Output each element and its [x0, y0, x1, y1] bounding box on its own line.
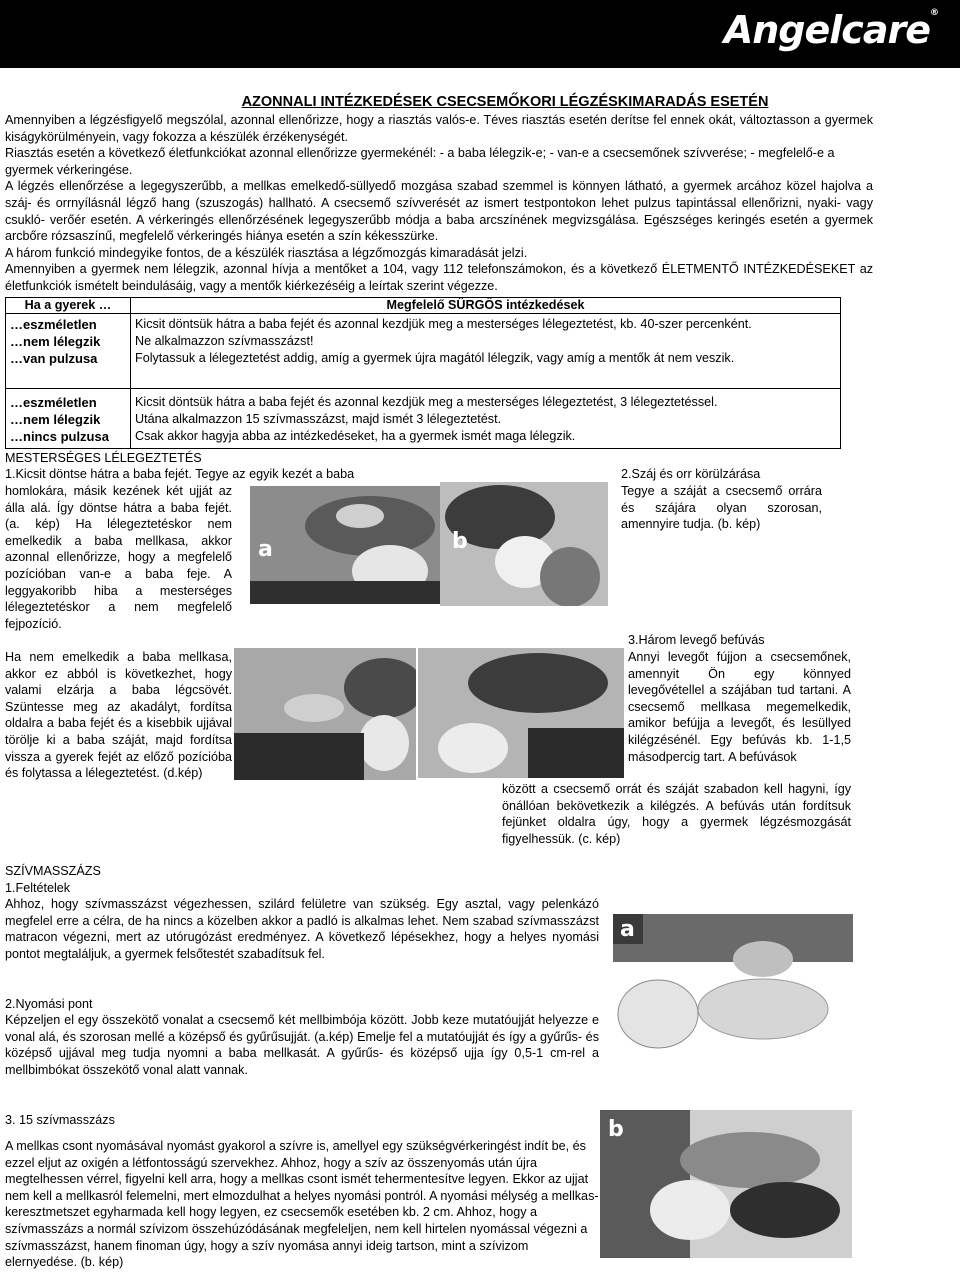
condition-line: …nem lélegzik [10, 412, 101, 427]
condition-line: …nincs pulzusa [10, 429, 109, 444]
condition-line: …van pulzusa [10, 351, 98, 366]
intro-paragraph: A légzés ellenőrzése a legegyszerűbb, a mellkas emelkedő-süllyedő mozgása szabad szemmel is könnyen látható, a gyermek arcához közel hajolva a száj- és orrnyílásnál légző hang (szuszogás) hallható. A csecsemő szívverését az ismert testpontokon lehet pulzus tapintással ellenőrizni, nyaki- vagy csukló- verőér esetén. A vérkeringés ellenőrzésének legegyszerűbb módja a baba arcszínének megvizsgálása. Egészséges keringés esetén a gyermek arcbőre rózsaszínű, megfelelő vérkeringés hiánya esetén a szín kékesszürke. [5, 179, 873, 244]
cpr-step1-text: Ahhoz, hogy szívmasszázst végezhessen, szilárd felületre van szükség. Egy asztal, vagy pelenkázó megfelel erre a célra, de ha nincs a közelben akkor a padló is alkalmas lehet. Nem szabad szívmasszázst matracon végezni, mert az utórugózást eredményez. A következő lépésekhez, hogy a helyes nyomási pontot megtaláljuk, a gyermek felsőtestét szabadítsuk fel. [5, 897, 599, 961]
intro-paragraph: Amennyiben a gyermek nem lélegzik, azonnal hívja a mentőket a 104, vagy 112 telefonszámokon, és a következő ÉLETMENTŐ INTÉZKEDÉSEKET az életfunkciók ismételt beindulásáig, vagy a mentők kiérkezéséig a leírtak szerint végezze. [5, 262, 873, 293]
condition-line: …nem lélegzik [10, 334, 101, 349]
table-header-row [6, 298, 841, 314]
action-line: Utána alkalmazzon 15 szívmasszázst, majd ismét 3 lélegeztetést. [135, 412, 502, 426]
cpr-heading: SZÍVMASSZÁZS [5, 864, 101, 878]
action-line: Ne alkalmazzon szívmasszázst! [135, 334, 314, 348]
breathing-step1-text: homlokára, másik kezének két ujját az álla alá. Így döntse hátra a baba fejét. (a. kép) Ha lélegeztetéskor nem emelkedik a baba mellkasa, akkor azonnal ellenőrizze, hogy a megfelelő pozícióban van-e a baba feje. A leggyakoribb hiba a mesterséges lélegeztetéskor a nem megfelelő fejpozíció. [5, 484, 232, 631]
condition-cell [6, 389, 131, 449]
breathing-step2-title: 2.Száj és orr körülzárása [621, 467, 761, 481]
intro-section [5, 112, 873, 295]
photo-b-illustration [440, 482, 608, 606]
breathing-step2-text: Tegye a száját a csecsemő orrára és szájára olyan szorosan, amennyire tudja. (b. kép) [621, 484, 822, 532]
photo-cpr-b-compressions [600, 1110, 852, 1258]
action-cell [131, 314, 841, 389]
table-header-condition: Ha a gyerek … [6, 298, 131, 314]
cpr-step3-text: A mellkas csont nyomásával nyomást gyakorol a szívre is, amellyel egy szükségvérkeringést indít be, és ezzel eljut az oxigén a létfontosságú szervekhez. Ahhoz, hogy a szív az összenyomás után újra megtelhessen vérrel, figyelni kell arra, hogy a mellkas csont ismét tehermentesítve legyen. Ekkor az ujjat nem kell a mellkasról felemelni, mert elmozdulhat a helyes nyomási pontról. A nyomási mélység a mellkas-keresztmetszet egyharmada kell hogy legyen, ez csecsemők esetében kb. 2 cm. Ahhoz, hogy a szívmasszázs a normál szívizom összehúzódásának megfeleljen, nem kell hirtelen nyomással végezni a szívmasszázst, hanem finoman úgy, hogy a szív nyomása annyi ideig tartson, mint a szívizom elernyedése. (b. kép) [5, 1139, 599, 1270]
condition-line: …eszméletlen [10, 317, 97, 332]
photo-a-head-tilt [250, 486, 440, 604]
action-line: Kicsit döntsük hátra a baba fejét és azonnal kezdjük meg a mesterséges lélegeztetést, kb. 40-szer percenként. [135, 317, 752, 331]
photo-cpr-a-finger-position [613, 914, 853, 1054]
photo-label: a [258, 537, 273, 562]
photo-c-watch-breathing [418, 648, 624, 778]
intro-paragraph: Amennyiben a légzésfigyelő megszólal, azonnal ellenőrizze, hogy a riasztás valós-e. Téves riasztás esetén derítse fel ennek okát, változtasson a gyermek kiságykörülményein, vagy fokozza a készülék érzékenységét. [5, 113, 873, 144]
photo-label: a [620, 917, 635, 942]
photo-cpr-b-illustration [600, 1110, 852, 1258]
cpr-step3-title: 3. 15 szívmasszázs [5, 1113, 115, 1127]
logo-text: Angelcare [723, 8, 930, 52]
cpr-step1-title: 1.Feltételek [5, 881, 71, 895]
logo-trademark: ® [930, 8, 938, 18]
breathing-step3-title: 3.Három levegő befúvás [628, 633, 765, 647]
condition-line: …eszméletlen [10, 395, 97, 410]
photo-c-illustration [418, 648, 624, 778]
photo-label: b [452, 529, 468, 554]
breathing-step1-intro: 1.Kicsit döntse hátra a baba fejét. Tegye az egyik kezét a baba [5, 467, 355, 481]
breathing-step3-text-cont: között a csecsemő orrát és száját szabadon kell hagyni, így önállóan bekövetkezik a kilégzés. A befúvás után fordítsuk fejünket oldalra úgy, hogy a gyermek légzésmozgását figyelhessük. (c. kép) [502, 782, 851, 846]
brand-logo [724, 8, 938, 52]
urgent-actions-table [5, 297, 841, 449]
photo-label: b [608, 1117, 624, 1142]
table-header-actions: Megfelelő SÜRGŐS intézkedések [131, 298, 841, 314]
intro-paragraph: A három funkció mindegyike fontos, de a készülék riasztása a légzőmozgás kimaradását jelzi. [5, 245, 528, 260]
breathing-heading: MESTERSÉGES LÉLEGEZTETÉS [5, 451, 202, 465]
breathing-step1-obstruction: Ha nem emelkedik a baba mellkasa, akkor ez abból is következhet, hogy valami elzárja a baba légcsövét. Szüntesse meg az akadályt, fordítsa oldalra a baba fejét és a kisebbik ujjával törölje ki a baba száját, majd fordítsa vissza a gyerek fejét az előző pozícióba és folytassa a lélegeztetést. (d.kép) [5, 650, 232, 781]
photo-cpr-a-illustration [613, 914, 853, 1054]
cpr-step2-title: 2.Nyomási pont [5, 997, 93, 1011]
photo-d-clear-airway [234, 648, 416, 780]
page-title: AZONNALI INTÉZKEDÉSEK CSECSEMŐKORI LÉGZÉSKIMARADÁS ESETÉN [241, 94, 769, 110]
table-row [6, 389, 841, 449]
action-line: Kicsit döntsük hátra a baba fejét és azonnal kezdjük meg a mesterséges lélegeztetést, 3 lélegeztetéssel. [135, 395, 718, 409]
photo-d-illustration [234, 648, 416, 780]
cpr-step2-text: Képzeljen el egy összekötő vonalat a csecsemő két mellbimbója között. Jobb keze mutatóujját helyezze e vonal alá, és szorosan mellé a középső és gyűrűsujját. (a.kép) Emelje fel a mutatóujját és így a gyűrűs- és középső ujjával meg tudja nyomni a baba mellkasát. A gyűrűs- és középső ujja így 0,5-1 cm-rel a mellbimbókat összekötő vonal alatt vannak. [5, 1013, 599, 1077]
action-cell [131, 389, 841, 449]
intro-paragraph: Riasztás esetén a következő életfunkciókat azonnal ellenőrizze gyermekénél: - a baba lélegzik-e; - van-e a csecsemőnek szívverése; - megfelelő-e a gyermek vérkeringése. [5, 146, 835, 177]
breathing-step3-text: Annyi levegőt fújjon a csecsemőnek, amennyit Ön egy könnyed levegővétellel a szájában tud tartani. A csecsemő mellkasa megemelkedik, amikor befújja a levegőt, és lesüllyed kilégzésénél. Egy befúvás kb. 1-1,5 másodpercig tart. A befúvások [628, 650, 851, 764]
condition-cell [6, 314, 131, 389]
table-row [6, 314, 841, 389]
photo-a-illustration [250, 486, 440, 604]
action-line: Folytassuk a lélegeztetést addig, amíg a gyermek újra magától lélegzik, vagy amíg a mentők át nem veszik. [135, 351, 735, 365]
action-line: Csak akkor hagyja abba az intézkedéseket, ha a gyermek ismét maga lélegzik. [135, 429, 576, 443]
photo-b-mouth-nose-seal [440, 482, 608, 606]
